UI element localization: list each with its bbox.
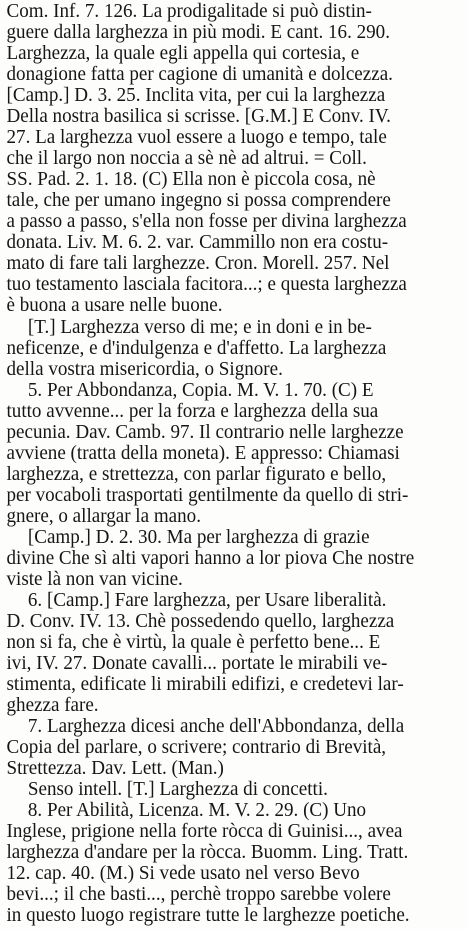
text-line: 8. Per Abilità, Licenza. M. V. 2. 29. (C) Uno (27, 799, 367, 821)
text-line: 27. La larghezza vuol essere a luogo e tempo, tale (6, 126, 387, 148)
text-line: tutto avvenne... per la forza e larghezza della sua (6, 400, 379, 422)
text-line: donata. Liv. M. 6. 2. var. Cammillo non era costu- (6, 231, 389, 253)
text-line: ivi, IV. 27. Donate cavalli... portate le mirabili ve- (6, 652, 388, 674)
text-line: 12. cap. 40. (M.) Si vede usato nel verso Bevo (6, 862, 360, 884)
text-line: 5. Per Abbondanza, Copia. M. V. 1. 70. (C) E (27, 379, 374, 401)
text-line: neficenze, e d'indulgenza e d'affetto. La larghezza (6, 337, 387, 359)
text-line: Larghezza, la quale egli appella qui cortesia, e (6, 42, 360, 64)
text-line: divine Che sì alti vapori hanno a lor piova Che nostre (6, 547, 415, 569)
text-line: ghezza fare. (6, 694, 99, 716)
text-line: [Camp.] D. 2. 30. Ma per larghezza di grazie (27, 526, 370, 548)
text-line: bevi...; il che basti..., perchè troppo sarebbe volere (6, 883, 391, 905)
text-line: [Camp.] D. 3. 25. Inclita vita, per cui la larghezza (6, 84, 386, 106)
text-line: [T.] Larghezza verso di me; e in doni e in be- (27, 316, 372, 338)
text-line: Della nostra basilica si scrisse. [G.M.] E Conv. IV. (6, 105, 391, 127)
text-line: in questo luogo registrare tutte le larghezze poetiche. (6, 904, 410, 926)
text-line: a passo a passo, s'ella non fosse per divina larghezza (6, 210, 407, 232)
text-line: gnere, o allargar la mano. (6, 505, 201, 527)
text-line: guere dalla larghezza in più modi. E cant. 16. 290. (6, 21, 390, 43)
text-line: viste là non van vicine. (6, 568, 183, 590)
text-line: tale, che per umano ingegno si possa comprendere (6, 189, 391, 211)
text-line: Inglese, prigione nella forte ròcca di Guinisi..., avea (6, 820, 403, 842)
text-line: pecunia. Dav. Camb. 97. Il contrario nelle larghezze (6, 421, 404, 443)
text-line: larghezza d'andare per la ròcca. Buomm. Ling. Tratt. (6, 841, 409, 863)
text-line: Senso intell. [T.] Larghezza di concetti. (27, 778, 328, 800)
text-line: D. Conv. IV. 13. Chè possedendo quello, larghezza (6, 610, 395, 632)
text-line: SS. Pad. 2. 1. 18. (C) Ella non è piccola cosa, nè (6, 168, 376, 190)
text-line: mato di fare tali larghezze. Cron. Morell. 257. Nel (6, 252, 390, 274)
text-line: che il largo non noccia a sè nè ad altrui. = Coll. (6, 147, 367, 169)
text-line: per vocaboli trasportati gentilmente da quello di stri- (6, 484, 409, 506)
text-line: 7. Larghezza dicesi anche dell'Abbondanza, della (27, 715, 405, 737)
text-line: tuo testamento lasciala facitora...; e questa larghezza (6, 273, 407, 295)
text-line: è buona a usare nelle buone. (6, 294, 223, 316)
text-line: non si fa, che è virtù, la quale è perfetto bene... E (6, 631, 381, 653)
text-line: 6. [Camp.] Fare larghezza, per Usare liberalità. (27, 589, 387, 611)
text-line: Strettezza. Dav. Lett. (Man.) (6, 757, 224, 779)
text-line: Copia del parlare, o scrivere; contrario di Brevità, (6, 736, 387, 758)
text-line: avviene (tratta della moneta). E appresso: Chiamasi (6, 442, 400, 464)
text-line: stimenta, edificate li mirabili edifizi, e credetevi lar- (6, 673, 404, 695)
text-line: della vostra misericordia, o Signore. (6, 358, 283, 380)
text-line: donagione fatta per cagione di umanità e dolcezza. (6, 63, 393, 85)
text-line: Com. Inf. 7. 126. La prodigalitade si può distin- (6, 0, 372, 22)
text-line: larghezza, e strettezza, con parlar figurato e bello, (6, 463, 387, 485)
